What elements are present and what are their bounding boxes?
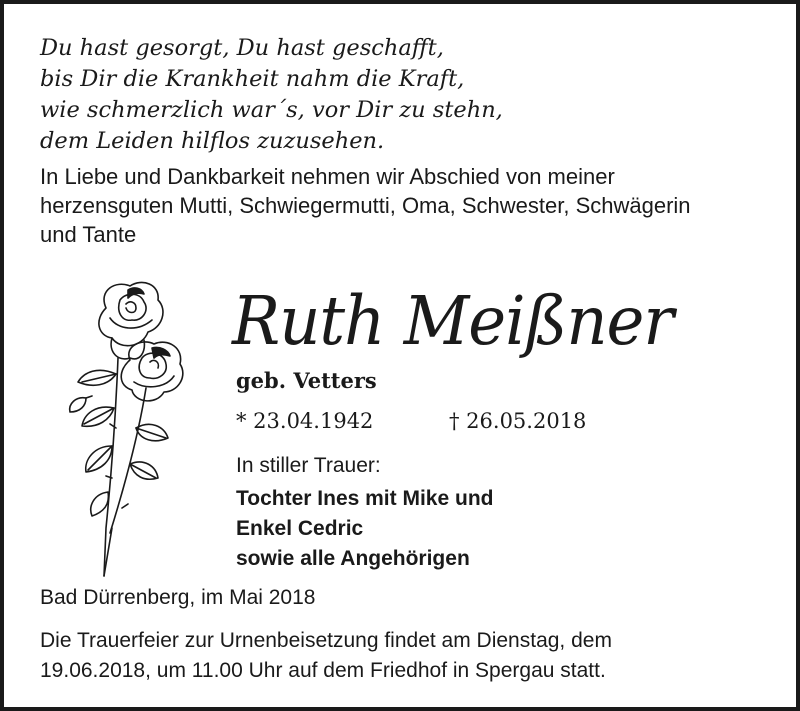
maiden-name: geb. Vetters xyxy=(236,368,377,393)
death-date: † 26.05.2018 xyxy=(449,409,587,433)
intro-line: In Liebe und Dankbarkeit nehmen wir Abschied von meiner xyxy=(40,164,615,189)
poem-line: bis Dir die Krankheit nahm die Kraft, xyxy=(40,66,465,92)
poem xyxy=(40,33,503,157)
poem-line: dem Leiden hilflos zuzusehen. xyxy=(40,128,385,154)
birth-date: * 23.04.1942 xyxy=(236,409,374,433)
intro-text xyxy=(40,162,770,249)
mourner-line: sowie alle Angehörigen xyxy=(236,547,470,570)
rose-icon xyxy=(46,278,206,578)
place-date: Bad Dürrenberg, im Mai 2018 xyxy=(40,586,316,609)
poem-line: wie schmerzlich war´s, vor Dir zu stehn, xyxy=(40,97,503,123)
mourners-list xyxy=(236,484,493,574)
intro-line: herzensguten Mutti, Schwiegermutti, Oma, Schwester, Schwägerin xyxy=(40,193,691,218)
mourning-label: In stiller Trauer: xyxy=(236,454,381,477)
ceremony-line: Die Trauerfeier zur Urnenbeisetzung findet am Dienstag, dem xyxy=(40,629,612,652)
ceremony-line: 19.06.2018, um 11.00 Uhr auf dem Friedhof in Spergau statt. xyxy=(40,659,606,682)
ceremony-info xyxy=(40,626,612,686)
mourner-line: Tochter Ines mit Mike und xyxy=(236,487,494,510)
deceased-name: Ruth Meißner xyxy=(232,283,673,361)
mourner-line: Enkel Cedric xyxy=(236,517,364,540)
intro-line: und Tante xyxy=(40,222,137,247)
poem-line: Du hast gesorgt, Du hast geschafft, xyxy=(40,35,444,61)
